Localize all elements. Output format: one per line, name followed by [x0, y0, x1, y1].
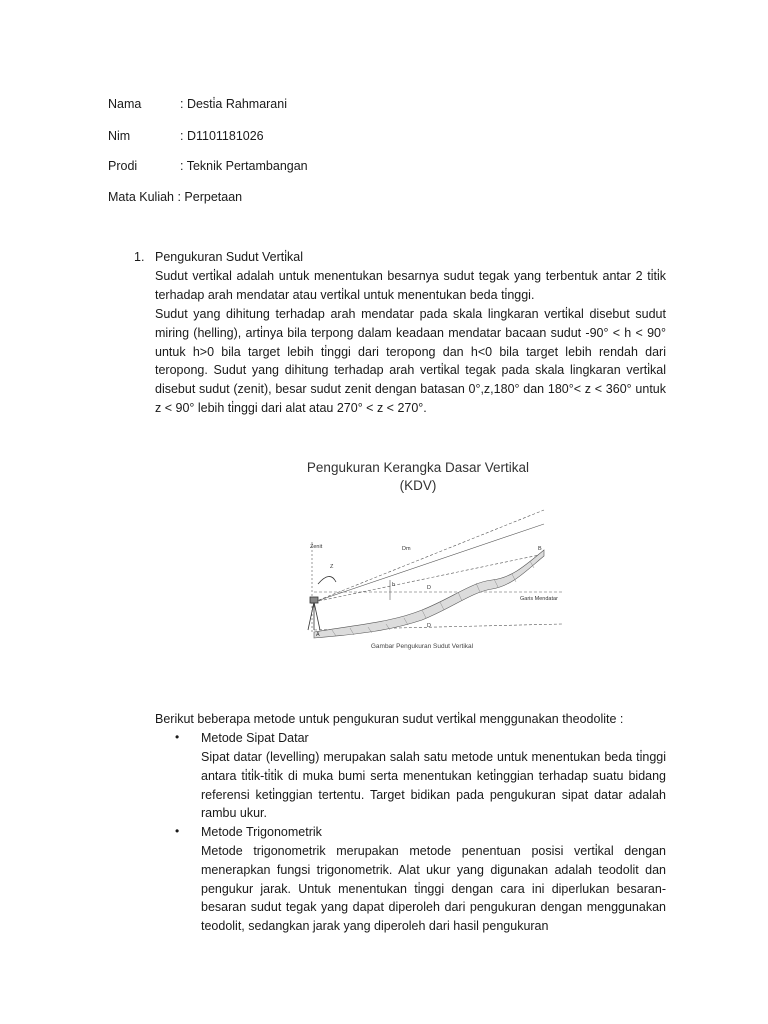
- method-1-text: Sipat datar (levelling) merupakan salah satu metode untuk menentukan beda ti̇nggi antara ti̇ti̇k-ti̇ti̇k di muka bumi serta menentukan keti̇nggian terhadap suatu bidang referensi keti̇nggian tertentu. Target bidikan pada pengukuran sipat datar adalah rambu ukur.: [201, 750, 666, 821]
- method-2-title: Metode Trigonometrik: [201, 825, 322, 839]
- theodolite-icon: [308, 576, 336, 630]
- nama-label: Nama: [108, 97, 142, 111]
- prodi-value: : Teknik Pertambangan: [180, 159, 308, 173]
- label-d-bottom: D: [427, 623, 431, 629]
- method-1-title: Metode Sipat Datar: [201, 731, 309, 745]
- figure-title-line-2: (KDV): [399, 478, 437, 493]
- bullet-icon: •: [175, 824, 180, 838]
- label-garis-mendatar: Garis Mendatar: [520, 596, 558, 602]
- header-nama: [108, 96, 287, 112]
- methods-intro: Berikut beberapa metode untuk pengukuran sudut verti̇kal menggunakan theodolite :: [155, 712, 624, 726]
- header-mata-kuliah: [108, 189, 242, 205]
- section-1-paragraph-2: Sudut yang dihitung terhadap arah mendatar pada skala lingkaran verti̇kal disebut sudut miring (helling), arti̇nya bila terpong dalam keadaan mendatar bacaan sudut -90° < h < 90° untuk h>0 bila target lebih ti̇nggi dari teropong dan h<0 bila target lebih rendah dari teropong. Sudut yang dihitung terhadap arah verti̇kal tegak pada skala lingkaran verti̇kal disebut sudut (zenit), besar sudut zenit dengan batasan 0°,z,180° dan 180°< z < 360° untuk z < 90° lebih ti̇nggi dari alat atau 270° < z < 270°.: [155, 307, 666, 415]
- bullet-icon: •: [175, 730, 180, 744]
- section-number: 1.: [134, 250, 145, 264]
- nim-label: Nim: [108, 129, 131, 143]
- label-zenit: Zenit: [310, 544, 323, 550]
- mata-kuliah-value: : Perpetaan: [174, 190, 243, 204]
- figure-caption: Gambar Pengukuran Sudut Vertikal: [370, 643, 474, 650]
- nim-value: : D1101181026: [180, 129, 264, 143]
- label-b: B: [538, 546, 542, 552]
- kdv-figure: [272, 452, 564, 662]
- header-prodi: [108, 158, 308, 174]
- section-title: Pengukuran Sudut Verti̇kal: [155, 250, 304, 264]
- prodi-label: Prodi: [108, 159, 138, 173]
- label-dm: Dm: [402, 546, 411, 552]
- section-1-paragraph-1: Sudut verti̇kal adalah untuk menentukan besarnya sudut tegak yang terbentuk antar 2 ti̇ti̇k terhadap arah mendatar atau verti̇kal untuk menentukan beda ti̇nggi.: [155, 269, 666, 302]
- mata-kuliah-label: Mata Kuliah: [108, 190, 175, 204]
- figure-title-line-1: Pengukuran Kerangka Dasar Vertikal: [306, 460, 530, 475]
- label-d-top: D: [427, 585, 431, 591]
- label-h: h: [392, 582, 396, 588]
- header-nim: [108, 128, 264, 144]
- nama-value: : Desti̇a Rahmarani: [180, 97, 287, 111]
- label-a: A: [316, 632, 320, 638]
- label-z: Z: [330, 564, 334, 570]
- method-2-text: Metode trigonometrik merupakan metode penentuan posisi verti̇kal dengan menerapkan fungsi trigonometrik. Alat ukur yang digunakan adalah teodolit dan pengukur jarak. Untuk menentukan ti̇nggi dengan cara ini diperlukan besaran-besaran sudut tegak yang dapat diperoleh dari pengukuran dengan menggunakan teodolit, sedangkan jarak yang diperoleh dari hasil pengukuran: [201, 844, 666, 934]
